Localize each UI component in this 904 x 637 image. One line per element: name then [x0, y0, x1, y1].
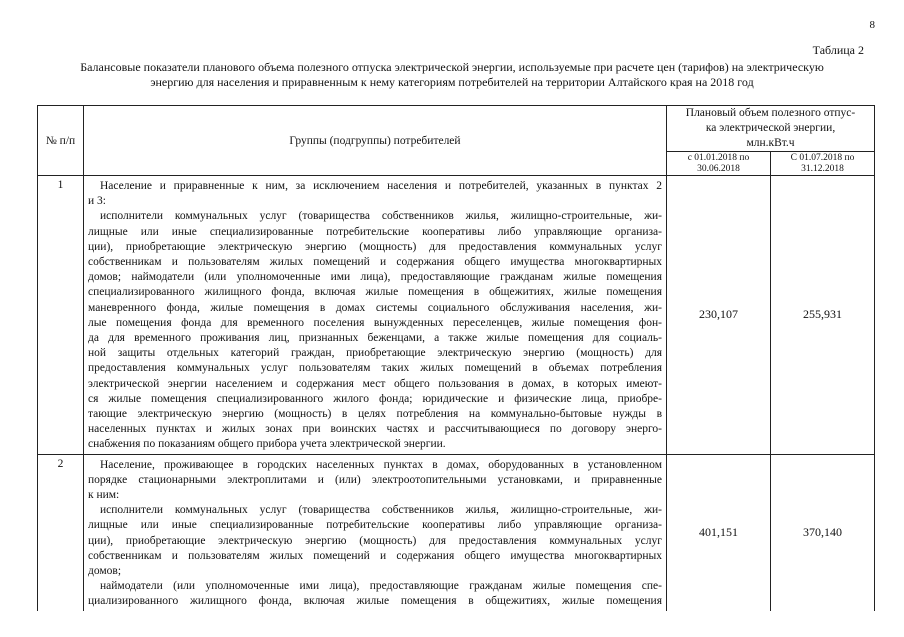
- row-description-line: исполнители коммунальных услуг (товарищества собственников жилья, жилищно-строительные, жи-: [100, 504, 662, 517]
- document-title: [40, 60, 864, 90]
- row-description-line: населенных пунктах и жилых зонах при воинских частях и рассчитывающиеся по договору энерго-: [88, 423, 662, 436]
- row-description: [84, 454, 667, 611]
- row-description-line: маневренного фонда, жилые помещения в домах системы социального обслуживания населения, жи-: [88, 301, 662, 314]
- header-volume: [667, 106, 875, 152]
- row-description-line: Население и приравненные к ним, за исключением населения и потребителей, указанных в пунктах 2: [100, 180, 662, 192]
- row-description-line: ной защиты отдельных категорий граждан, приобретающие электрическую энергию (мощность) для: [88, 347, 662, 360]
- header-period-second-half: [771, 152, 875, 176]
- row-description-line: ции), приобретающие электрическую энергию (мощность) для предоставления коммунальных услуг: [88, 240, 662, 253]
- header-groups: Группы (подгруппы) потребителей: [84, 106, 667, 176]
- row-description-line: собственникам и пользователям жилых помещений и содержания общего имущества многоквартирных: [88, 256, 662, 269]
- page-number: 8: [869, 19, 875, 31]
- header-volume-line: ка электрической энергии,: [705, 122, 836, 134]
- row-description-line: собственникам и пользователям жилых помещений и содержания общего имущества многоквартирных: [88, 549, 662, 562]
- table-header-row: [38, 106, 875, 152]
- row-value-first-half: 230,107: [667, 176, 771, 455]
- row-description-line: лые помещения фонда для временного поселения вынужденных переселенцев, жилые помещения фон-: [88, 316, 662, 329]
- header-period-line: 31.12.2018: [801, 163, 844, 174]
- table-label: Таблица 2: [812, 43, 864, 57]
- row-number: 2: [38, 454, 84, 611]
- row-description-line: домов;: [88, 565, 122, 578]
- header-volume-line: млн.кВт.ч: [746, 137, 795, 149]
- row-description-line: специализированного жилищного фонда, включая жилые помещения в общежитиях, жилые помещения: [88, 286, 662, 299]
- row-description-line: снабжения по показаниям общего прибора учета электрической энергии.: [88, 438, 446, 451]
- row-description: [84, 176, 667, 455]
- header-period-line: С 01.07.2018 по: [790, 152, 855, 163]
- row-value-first-half: 401,151: [667, 454, 771, 611]
- row-description-line: порядке стационарными электроплитами и (или) электроотопительными установками, и приравненные: [88, 473, 662, 486]
- header-period-line: с 01.01.2018 по: [687, 152, 750, 163]
- row-value-second-half: 255,931: [771, 176, 875, 455]
- row-value-second-half: 370,140: [771, 454, 875, 611]
- row-description-line: и 3:: [88, 195, 106, 208]
- row-description-line: к ним:: [88, 489, 120, 502]
- title-line: Балансовые показатели планового объема полезного отпуска электрической энергии, используемые при расчете цен (тарифов) на электрическую: [80, 60, 824, 74]
- header-period-first-half: [667, 152, 771, 176]
- row-number: 1: [38, 176, 84, 455]
- row-description-line: тающие электрическую энергию (мощность) в целях потребления на коммунально-бытовые нужды в: [88, 408, 662, 421]
- header-volume-line: Плановый объем полезного отпус-: [685, 107, 856, 119]
- row-description-line: ся жилые помещения специализированного жилого фонда; юридические и физические лица, приобре-: [88, 392, 662, 405]
- title-line: энергию для населения и приравненным к нему категориям потребителей на территории Алтайского края на 2018 год: [150, 75, 754, 89]
- table-row: [38, 176, 875, 455]
- header-number: № п/п: [38, 106, 84, 176]
- table-row: [38, 454, 875, 611]
- row-description-line: лищные или иные специализированные потребительские кооперативы либо управляющие организа-: [88, 225, 662, 238]
- row-description-line: ции), приобретающие электрическую энергию (мощность) для предоставления коммунальных услуг: [88, 534, 662, 547]
- row-description-line: домов; наймодатели (или уполномоченные ими лица), предоставляющие гражданам жилые помещения: [88, 271, 662, 284]
- row-description-line: циализированного жилищного фонда, включая жилые помещения в общежитиях, жилые помещения: [88, 595, 662, 608]
- row-description-line: Население, проживающее в городских населенных пунктах в домах, оборудованных в установленном: [100, 458, 662, 471]
- row-description-line: предоставления коммунальных услуг пользователям таких жилых помещений в объемах потребления: [88, 362, 662, 375]
- row-description-line: наймодатели (или уполномоченные ими лица), предоставляющие гражданам жилые помещения спе-: [100, 580, 662, 593]
- tariff-table: [37, 105, 875, 611]
- row-description-line: электрической энергии населением и содержания мест общего пользования в домах, в которых имеют-: [88, 377, 662, 390]
- row-description-line: да для временного проживания лиц, признанных беженцами, а также жилые помещения для социаль-: [88, 332, 662, 345]
- row-description-line: лищные или иные специализированные потребительские кооперативы либо управляющие организа-: [88, 519, 662, 532]
- header-period-line: 30.06.2018: [697, 163, 740, 174]
- row-description-line: исполнители коммунальных услуг (товарищества собственников жилья, жилищно-строительные, жи-: [100, 210, 662, 223]
